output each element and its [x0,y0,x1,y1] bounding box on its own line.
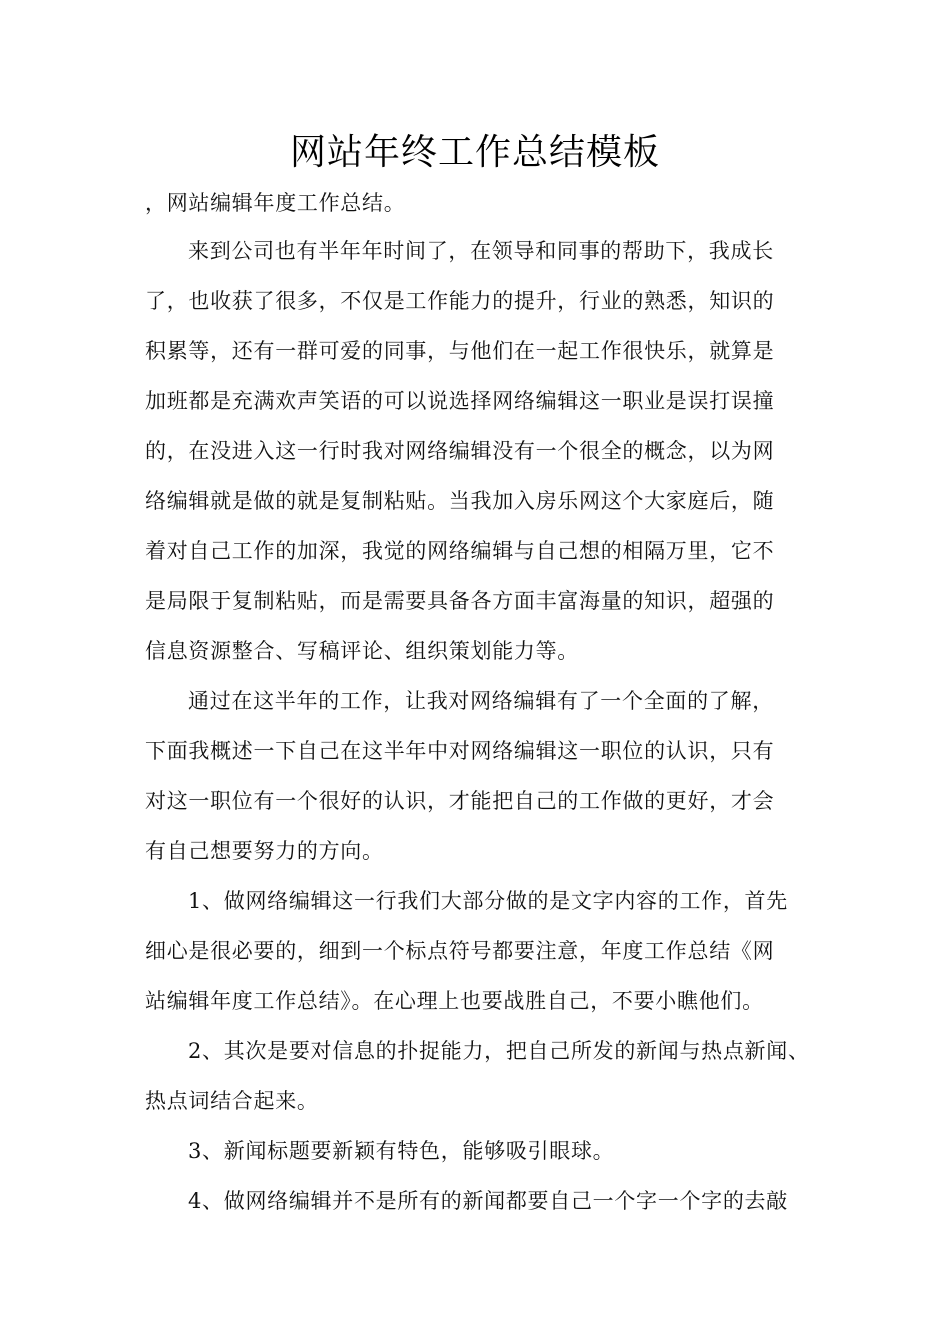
text-line: 络编辑就是做的就是复制粘贴。当我加入房乐网这个大家庭后，随 [145,489,775,513]
text-line: 信息资源整合、写稿评论、组织策划能力等。 [145,639,579,663]
text-line: 站编辑年度工作总结》。在心理上也要战胜自己，不要小瞧他们。 [145,989,764,1013]
text-line: 2、其次是要对信息的扑捉能力，把自己所发的新闻与热点新闻、 [188,1039,810,1063]
text-line: 着对自己工作的加深，我觉的网络编辑与自己想的相隔万里，它不 [145,539,775,563]
text-line: 是局限于复制粘贴，而是需要具备各方面丰富海量的知识，超强的 [145,589,775,613]
text-line: 加班都是充满欢声笑语的可以说选择网络编辑这一职业是误打误撞 [145,389,775,413]
text-line: 3、新闻标题要新颖有特色，能够吸引眼球。 [188,1139,615,1163]
text-line: 有自己想要努力的方向。 [145,839,384,863]
text-line: 热点词结合起来。 [145,1089,319,1113]
text-line: 下面我概述一下自己在这半年中对网络编辑这一职位的认识，只有 [145,739,775,763]
text-line: 了，也收获了很多，不仅是工作能力的提升，行业的熟悉，知识的 [145,289,775,313]
text-line: 的，在没进入这一行时我对网络编辑没有一个很全的概念，以为网 [145,439,775,463]
text-line: 细心是很必要的，细到一个标点符号都要注意，年度工作总结《网 [145,939,775,963]
document-title: 网站年终工作总结模板 [289,132,660,173]
text-line: 4、做网络编辑并不是所有的新闻都要自己一个字一个字的去敲 [188,1189,788,1213]
text-line: 通过在这半年的工作，让我对网络编辑有了一个全面的了解， [188,689,774,713]
text-line: 积累等，还有一群可爱的同事，与他们在一起工作很快乐，就算是 [145,339,775,363]
text-line: 来到公司也有半年年时间了，在领导和同事的帮助下，我成长 [188,239,774,263]
text-line: ，网站编辑年度工作总结。 [145,191,406,215]
text-line: 对这一职位有一个很好的认识，才能把自己的工作做的更好，才会 [145,789,775,813]
text-line: 1、做网络编辑这一行我们大部分做的是文字内容的工作，首先 [188,889,788,913]
